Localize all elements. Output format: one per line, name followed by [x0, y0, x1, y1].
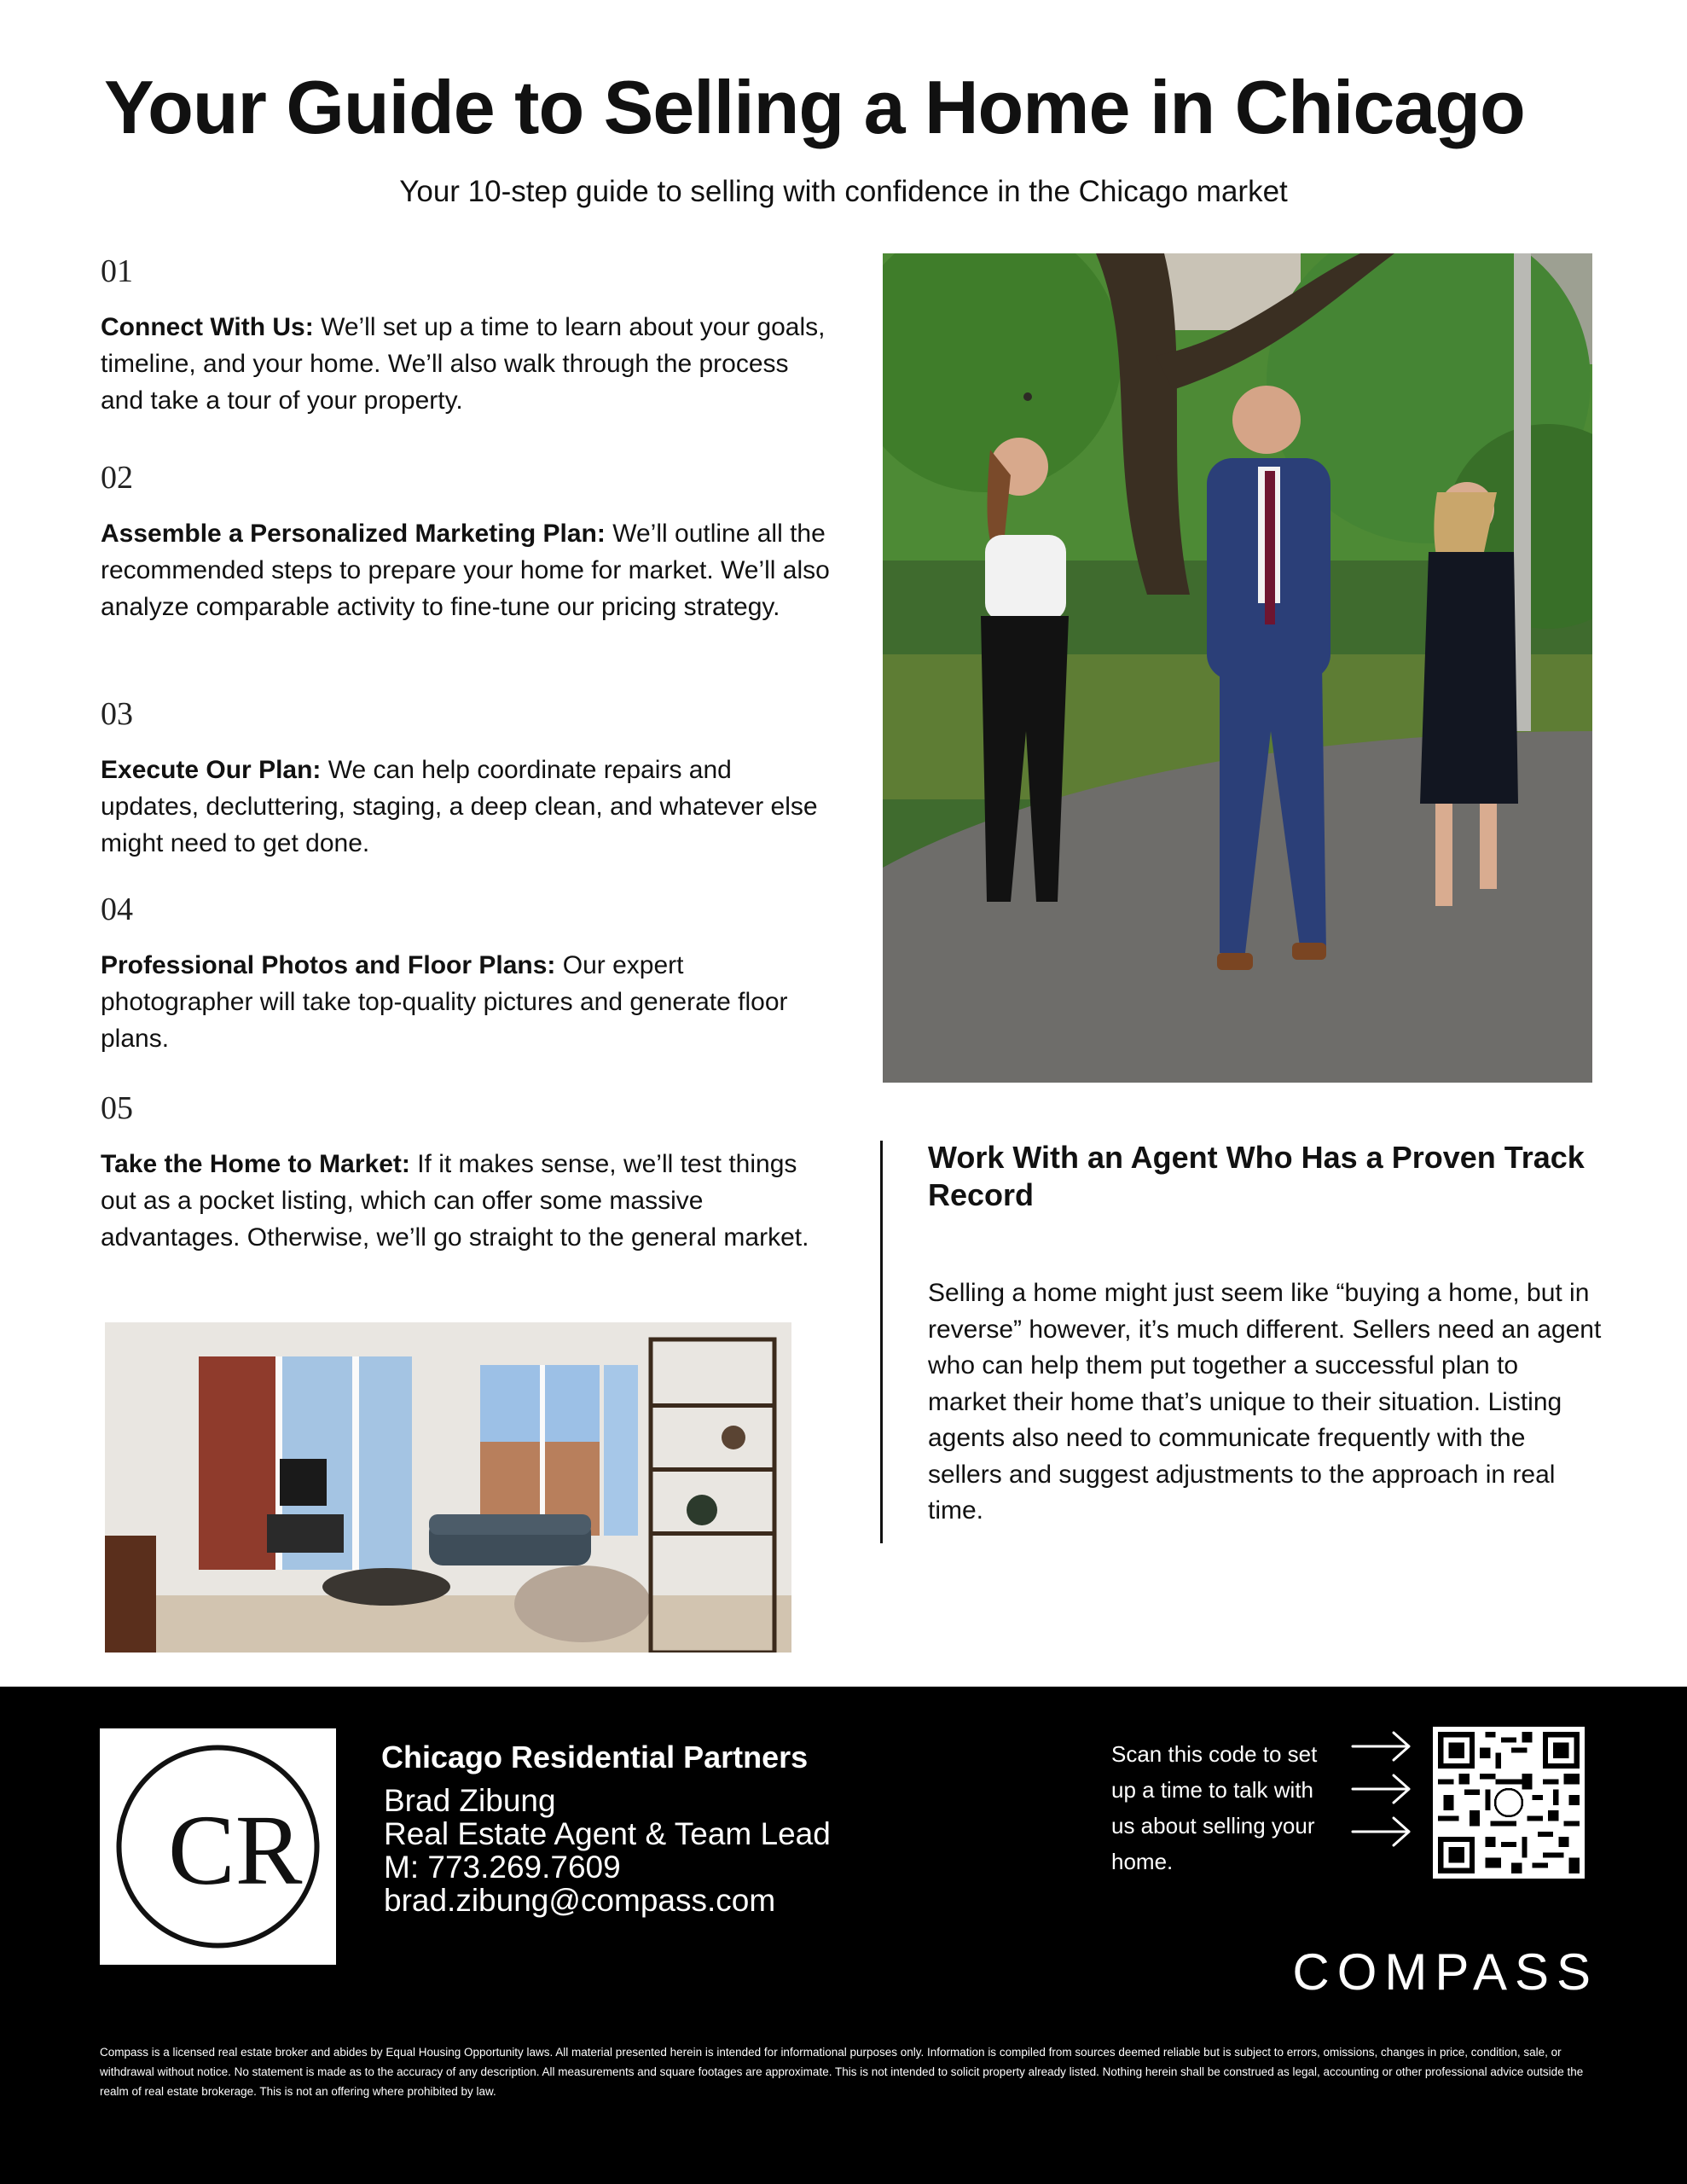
step-text	[101, 309, 834, 419]
sidebar-divider	[880, 1141, 883, 1543]
step-text	[101, 515, 834, 625]
team-name: Chicago Residential Partners	[381, 1740, 809, 1774]
step-heading: Assemble a Personalized Marketing Plan:	[101, 520, 606, 548]
arrow-right-icon	[1349, 1729, 1414, 1849]
step-text	[101, 947, 834, 1057]
legal-disclaimer: Compass is a licensed real estate broker and abides by Equal Housing Opportunity laws. All material presented herein is intended for informational purposes only. Information is compiled from sources deemed reliable but is subject to errors, omissions, changes in price, condition, sale, or withdrawal without notice. No statement is made as to the accuracy of any description. All measurements and square footages are approximate. This is not intended to solicit property already listed. Nothing herein shall be construed as legal, accounting or other professional advice outside the realm of real estate brokerage. This is not an offering where prohibited by law.	[100, 2046, 1584, 2098]
step-body: If it makes sense, we’ll test things out as a pocket listing, which can offer some massive advantages. Otherwise, we’ll go straight to the general market.	[101, 1150, 809, 1252]
logo-letter-c: CR	[168, 1794, 303, 1906]
agent-name: Brad Zibung	[384, 1783, 556, 1818]
step-text	[101, 752, 834, 862]
step-3	[101, 695, 834, 862]
step-number: 02	[101, 460, 133, 496]
footer	[0, 1687, 1687, 2184]
step-number: 04	[101, 892, 133, 927]
step-body: We can help coordinate repairs and updates, decluttering, staging, a deep clean, and whatever else might need to get done.	[101, 756, 818, 857]
scan-instructions: Scan this code to set up a time to talk with us about selling your home.	[1111, 1741, 1318, 1874]
cr-logo-icon	[100, 1728, 336, 1965]
step-1	[101, 253, 834, 419]
agent-contact	[384, 1784, 831, 1917]
step-body: We’ll outline all the recommended steps to prepare your home for market. We’ll also analyze comparable activity to fine-tune our pricing strategy.	[101, 520, 830, 621]
step-4	[101, 891, 834, 1057]
step-heading: Connect With Us:	[101, 313, 314, 341]
living-room-photo	[105, 1322, 791, 1653]
step-heading: Execute Our Plan:	[101, 756, 322, 784]
step-number: 03	[101, 696, 133, 732]
sidebar-body: Selling a home might just seem like “buying a home, but in reverse” however, it’s much different. Sellers need an agent who can help them put together a successful plan to market their home that’s unique to their situation. Listing agents also need to communicate frequently with the sellers and suggest adjustments to the approach in real time.	[928, 1279, 1602, 1525]
page-title: Your Guide to Selling a Home in Chicago	[104, 65, 1525, 149]
step-body: We’ll set up a time to learn about your goals, timeline, and your home. We’ll also walk through the process and take a tour of your property.	[101, 313, 826, 415]
agents-walking-photo	[883, 253, 1592, 1083]
agent-title: Real Estate Agent & Team Lead	[384, 1816, 831, 1851]
step-heading: Professional Photos and Floor Plans:	[101, 951, 556, 979]
compass-logo: COMPASS	[1292, 1943, 1598, 2001]
sidebar-heading: Work With an Agent Who Has a Proven Track Record	[928, 1140, 1585, 1212]
step-number: 05	[101, 1090, 133, 1126]
step-number: 01	[101, 253, 133, 289]
step-text	[101, 1146, 834, 1256]
step-5	[101, 1089, 834, 1256]
page-subtitle: Your 10-step guide to selling with confidence in the Chicago market	[399, 175, 1288, 208]
agent-email[interactable]: brad.zibung@compass.com	[384, 1883, 776, 1918]
step-body: Our expert photographer will take top-quality pictures and generate floor plans.	[101, 951, 788, 1053]
step-heading: Take the Home to Market:	[101, 1150, 410, 1178]
step-2	[101, 459, 834, 625]
qr-code-icon[interactable]	[1433, 1727, 1585, 1879]
agent-phone[interactable]: M: 773.269.7609	[384, 1850, 621, 1885]
